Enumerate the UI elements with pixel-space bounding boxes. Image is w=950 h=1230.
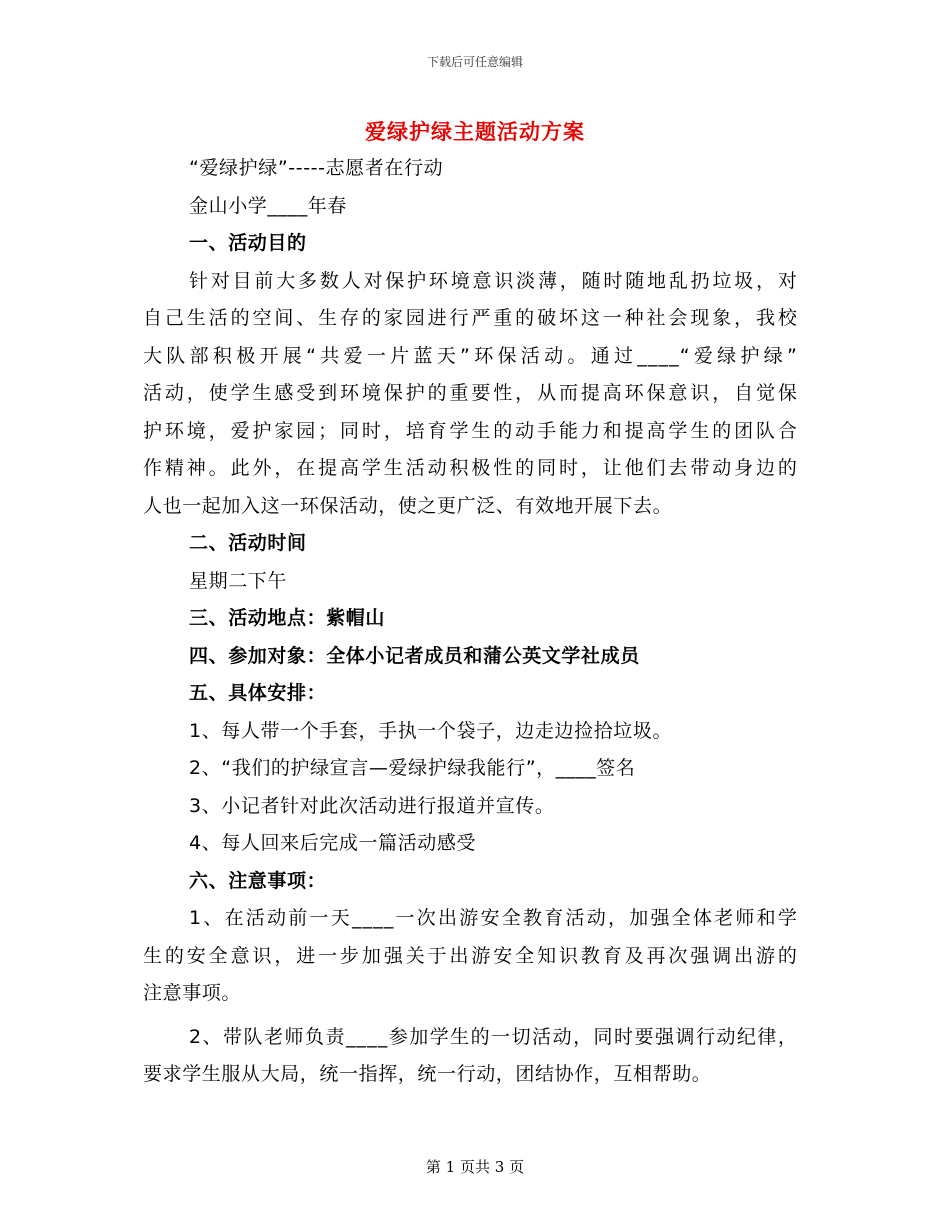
paragraph-line: 2、带队老师负责____参加学生的一切活动，同时要强调行动纪律， bbox=[189, 1025, 798, 1048]
paragraph-line: 注意事项。 bbox=[143, 982, 242, 1004]
section-heading-arrangement: 五、具体安排： bbox=[189, 682, 327, 704]
paragraph-line: 生的安全意识，进一步加强关于出游安全知识教育及再次强调出游的 bbox=[143, 944, 798, 967]
paragraph-line: 1、在活动前一天____一次出游安全教育活动，加强全体老师和学 bbox=[189, 907, 798, 929]
section-heading-time: 二、活动时间 bbox=[189, 532, 307, 554]
page-header: 下载后可任意编辑 bbox=[426, 55, 523, 69]
paragraph-line: 针对目前大多数人对保护环境意识淡薄，随时随地乱扔垃圾，对 bbox=[189, 269, 798, 292]
school-line: 金山小学____年春 bbox=[189, 194, 348, 217]
document-title: 爱绿护绿主题活动方案 bbox=[365, 120, 585, 144]
page-footer: 第 1 页共 3 页 bbox=[425, 1158, 525, 1176]
paragraph-line: 人也一起加入这一环保活动，使之更广泛、有效地开展下去。 bbox=[143, 494, 673, 517]
list-item: 1、每人带一个手套，手执一个袋子，边走边捡拾垃圾。 bbox=[189, 719, 673, 742]
section-body-time: 星期二下午 bbox=[189, 569, 288, 592]
section-heading-purpose: 一、活动目的 bbox=[189, 232, 307, 254]
paragraph-line: 作精神。此外，在提高学生活动积极性的同时，让他们去带动身边的 bbox=[143, 457, 798, 479]
list-item: 2、“我们的护绿宣言—爱绿护绿我能行”，____签名 bbox=[189, 757, 636, 779]
paragraph-line: 要求学生服从大局，统一指挥，统一行动，团结协作，互相帮助。 bbox=[143, 1063, 712, 1085]
document-body bbox=[143, 150, 798, 1094]
section-heading-location: 三、活动地点：紫帽山 bbox=[189, 607, 386, 629]
subtitle: “爱绿护绿”-----志愿者在行动 bbox=[189, 157, 444, 179]
paragraph-line: 大队部积极开展“共爱一片蓝天”环保活动。通过____“爱绿护绿” bbox=[143, 344, 798, 367]
paragraph-note-1 bbox=[143, 900, 798, 1013]
paragraph-purpose bbox=[143, 263, 798, 526]
list-item: 3、小记者针对此次活动进行报道并宣传。 bbox=[189, 794, 555, 817]
section-heading-notes: 六、注意事项： bbox=[189, 869, 327, 892]
paragraph-line: 活动，使学生感受到环境保护的重要性，从而提高环保意识，自觉保 bbox=[143, 382, 798, 404]
section-heading-participants: 四、参加对象：全体小记者成员和蒲公英文学社成员 bbox=[189, 644, 640, 667]
paragraph-note-2 bbox=[143, 1019, 798, 1094]
paragraph-line: 护环境，爱护家园；同时，培育学生的动手能力和提高学生的团队合 bbox=[143, 419, 798, 442]
paragraph-line: 自己生活的空间、生存的家园进行严重的破坏这一种社会现象，我校 bbox=[143, 307, 798, 329]
list-item: 4、每人回来后完成一篇活动感受 bbox=[189, 832, 477, 854]
